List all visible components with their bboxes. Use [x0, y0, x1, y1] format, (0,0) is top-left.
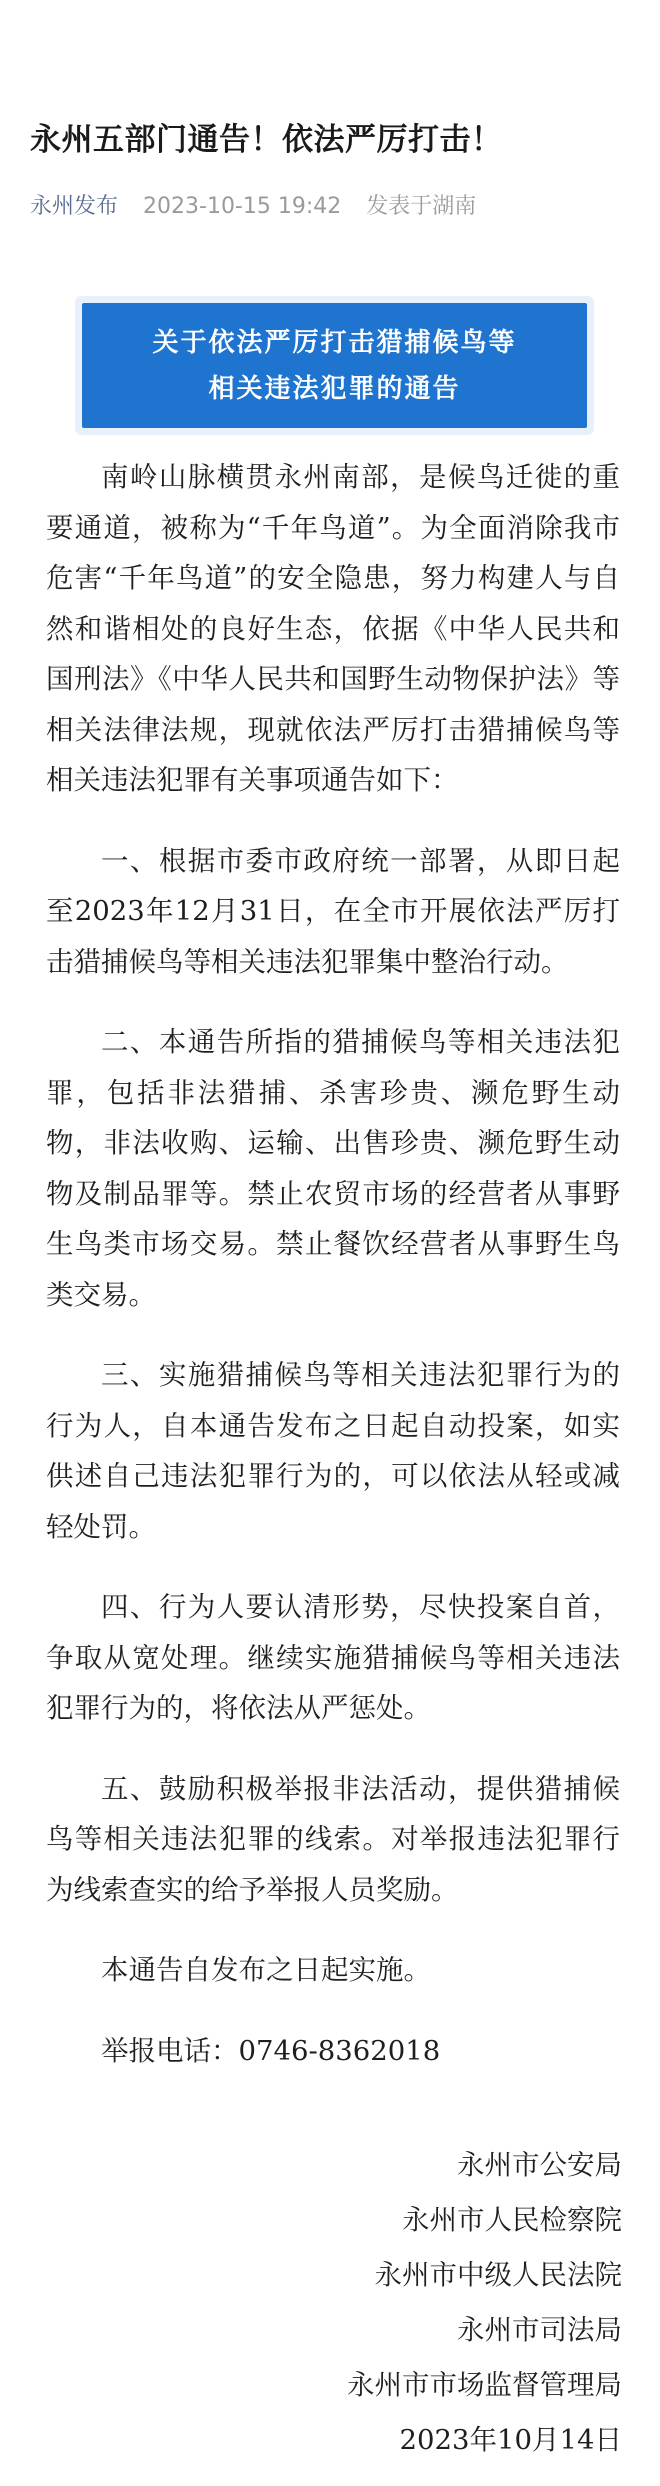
signature-org-market-regulation: 永州市市场监督管理局 — [347, 2369, 622, 2401]
banner-line-2: 相关违法犯罪的通告 — [208, 373, 461, 404]
signature-org-procuratorate: 永州市人民检察院 — [402, 2204, 622, 2236]
item-1-paragraph: 一、根据市委市政府统一部署，从即日起至2023年12月31日，在全市开展依法严厉打击猎捕候鸟等相关违法犯罪集中整治行动。 — [46, 844, 620, 978]
signature-org-public-security: 永州市公安局 — [457, 2149, 622, 2181]
article-body — [46, 452, 620, 2076]
article-meta — [30, 192, 630, 222]
item-5-paragraph: 五、鼓励积极举报非法活动，提供猎捕候鸟等相关违法犯罪的线索。对举报违法犯罪行为线索查实的给予举报人员奖励。 — [46, 1772, 620, 1906]
signature-block — [347, 2138, 622, 2468]
signature-org-court: 永州市中级人民法院 — [374, 2259, 622, 2291]
item-4-paragraph: 四、行为人要认清形势，尽快投案自首，争取从宽处理。继续实施猎捕候鸟等相关违法犯罪行为的，将依法从严惩处。 — [46, 1591, 620, 1724]
article-title: 永州五部门通告！依法严厉打击！ — [30, 122, 503, 158]
hotline-paragraph: 举报电话：0746-8362018 — [101, 2034, 441, 2067]
publish-location: 发表于湖南 — [366, 194, 477, 219]
account-name-link[interactable]: 永州发布 — [30, 194, 119, 219]
item-3-paragraph: 三、实施猎捕候鸟等相关违法犯罪行为的行为人，自本通告发布之日起自动投案，如实供述自己违法犯罪行为的，可以依法从轻或减轻处罚。 — [46, 1359, 620, 1543]
intro-paragraph: 南岭山脉横贯永州南部，是候鸟迁徙的重要通道，被称为“千年鸟道”。为全面消除我市危害“千年鸟道”的安全隐患，努力构建人与自然和谐相处的良好生态，依据《中华人民共和国刑法》《中华人民共和国野生动物保护法》等相关法律法规，现就依法严厉打击猎捕候鸟等相关违法犯罪有关事项通告如下： — [46, 461, 620, 796]
signature-date: 2023年10月14日 — [399, 2424, 622, 2456]
signature-org-justice-bureau: 永州市司法局 — [457, 2314, 622, 2346]
notice-title-banner — [82, 303, 587, 428]
effective-paragraph: 本通告自发布之日起实施。 — [101, 1954, 431, 1986]
item-2-paragraph: 二、本通告所指的猎捕候鸟等相关违法犯罪，包括非法猎捕、杀害珍贵、濒危野生动物，非法收购、运输、出售珍贵、濒危野生动物及制品罪等。禁止农贸市场的经营者从事野生鸟类市场交易。禁止餐饮经营者从事野生鸟类交易。 — [46, 1026, 620, 1311]
publish-time: 2023-10-15 19:42 — [143, 194, 342, 219]
banner-line-1: 关于依法严厉打击猎捕候鸟等 — [152, 327, 517, 358]
